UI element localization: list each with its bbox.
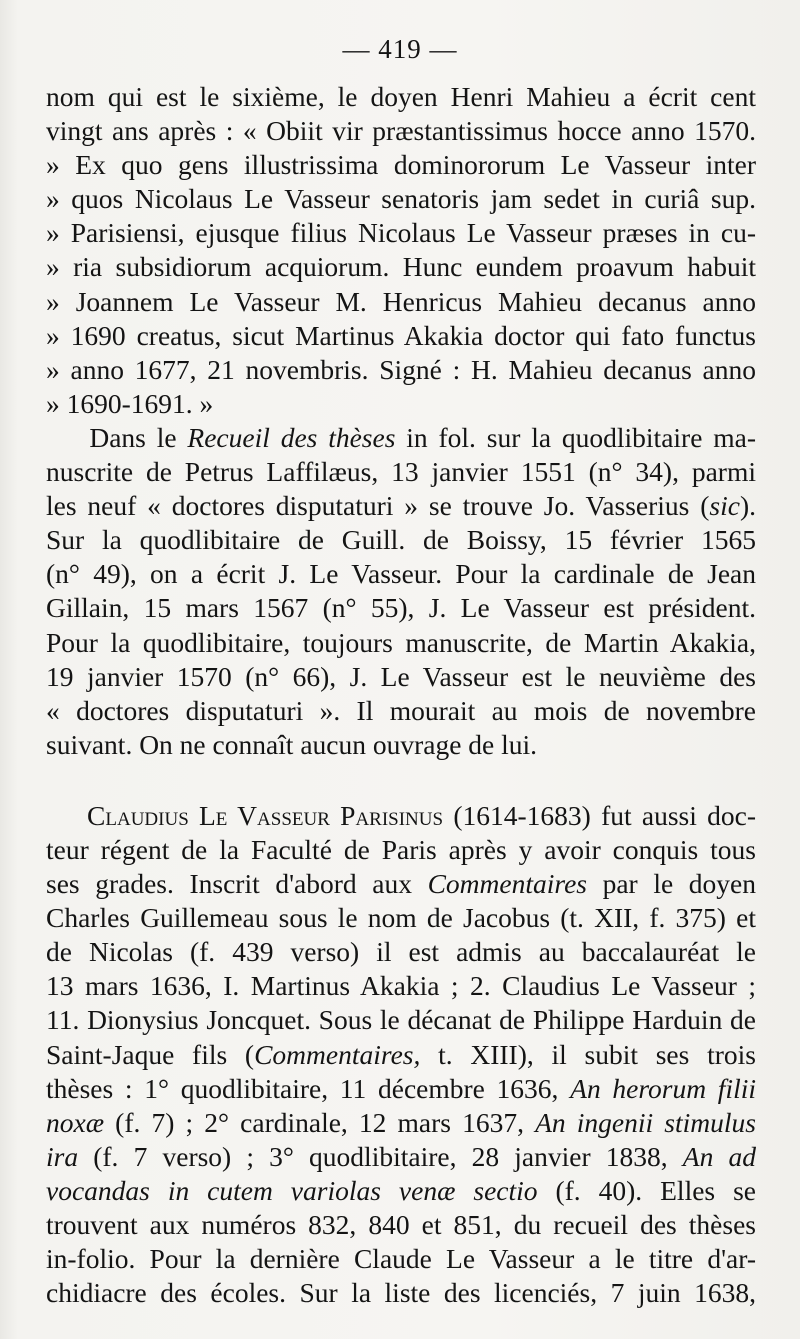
text-line: nuscrite de Petrus Laffilæus, 13 janvier 1551 (n° 34), parmi [46,456,756,488]
text-line [46,489,756,523]
text-run: par le doyen [586,868,756,900]
text-line: in-folio. Pour la dernière Claude Le Vasseur a le titre d'ar- [46,1243,756,1275]
italic-thesis-title: An ingenii stimulus [535,1106,756,1138]
paragraph-recueil [46,421,756,762]
italic-thesis-title: noxæ [46,1106,105,1138]
paragraph-epitaph [46,80,756,421]
text-run: in fol. sur la quodlibitaire ma- [395,421,756,453]
text-line: trouvent aux numéros 832, 840 et 851, du recueil des thèses [46,1209,756,1240]
text-line: de Nicolas (f. 439 verso) il est admis au baccalauréat le [46,936,756,968]
text-line: 11. Dionysius Joncquet. Sous le décanat de Philippe Harduin de [46,1004,756,1036]
text-line: Pour la quodlibitaire, toujours manuscrite, de Martin Akakia, [46,626,756,658]
text-line [46,1106,756,1140]
text-line [46,1038,756,1072]
text-line: (n° 49), on a écrit J. Le Vasseur. Pour la cardinale de Jean [46,558,756,590]
paragraph-claudius [46,799,756,1310]
text-line: » Parisiensi, ejusque filius Nicolaus Le Vasseur præses in cu- [46,217,756,249]
text-line: suivant. On ne connaît aucun ouvrage de lui. [46,728,538,760]
text-line [46,1140,756,1174]
italic-thesis-title: An ad [682,1140,756,1172]
text-run: ). [739,490,756,522]
italic-thesis-title: ira [46,1140,79,1172]
text-line: » Ex quo gens illustrissima dominororum Le Vasseur inter [46,149,756,181]
italic-title: Commentaires, [254,1038,421,1070]
page-number: — 419 — [342,34,458,64]
italic-thesis-title: An herorum filii [570,1072,756,1104]
text-line: teur régent de la Faculté de Paris après y avoir conquis tous [46,833,756,865]
page-text [46,80,756,1310]
text-line: » 1690 creatus, sicut Martinus Akakia doctor qui fato functus [46,319,756,351]
text-line: 19 janvier 1570 (n° 66), J. Le Vasseur est le neuvième des [46,660,756,692]
text-line: Charles Guillemeau sous le nom de Jacobus (t. XII, f. 375) et [46,902,756,934]
text-line [46,1174,756,1208]
text-line: » anno 1677, 21 novembris. Signé : H. Mahieu decanus anno [46,353,756,385]
text-line: » Joannem Le Vasseur M. Henricus Mahieu decanus anno [46,285,756,317]
italic-thesis-title: vocandas in cutem variolas venæ sectio [46,1174,538,1206]
text-line: chidiacre des écoles. Sur la liste des licenciés, 7 juin 1638, [46,1277,756,1309]
text-line: Sur la quodlibitaire de Guill. de Boissy, 15 février 1565 [46,524,756,556]
text-run: (f. 40). Elles se [537,1174,756,1206]
text-run: (1614-1683) fut aussi doc- [443,799,756,831]
text-run: ses grades. Inscrit d'abord aux [46,868,428,900]
text-run: t. XIII), il subit ses trois [420,1038,756,1070]
text-line [46,867,756,901]
text-line: » 1690-1691. » [46,387,214,419]
text-line: Gillain, 15 mars 1567 (n° 55), J. Le Vasseur est président. [46,592,756,624]
italic-word: sic [709,490,740,522]
text-run: Saint-Jaque fils ( [46,1038,255,1070]
text-run: Dans le [46,421,188,453]
text-run: les neuf « doctores disputaturi » se trouve Jo. Vasserius ( [46,490,710,522]
text-line: « doctores disputaturi ». Il mourait au mois de novembre [46,694,756,726]
text-line: nom qui est le sixième, le doyen Henri Mahieu a écrit cent [46,81,756,112]
italic-title: Recueil des thèses [187,421,396,453]
text-run: (f. 7 verso) ; 3° quodlibitaire, 28 janvier 1838, [78,1140,683,1172]
small-caps-name: Claudius Le Vasseur Parisinus [46,799,444,831]
text-line: vingt ans après : « Obiit vir præstantissimus hocce anno 1570. [46,115,756,147]
text-line [46,421,756,455]
text-run: thèses : 1° quodlibitaire, 11 décembre 1636, [46,1072,571,1104]
italic-title: Commentaires [427,868,587,900]
paragraph-gap [46,762,756,799]
text-line: 13 mars 1636, I. Martinus Akakia ; 2. Claudius Le Vasseur ; [46,970,756,1002]
text-line: » ria subsidiorum acquiorum. Hunc eundem proavum habuit [46,251,756,283]
text-line: » quos Nicolaus Le Vasseur senatoris jam sedet in curiâ sup. [46,183,756,215]
text-line [46,799,756,833]
text-run: (f. 7) ; 2° cardinale, 12 mars 1637, [104,1106,536,1138]
text-line [46,1072,756,1106]
